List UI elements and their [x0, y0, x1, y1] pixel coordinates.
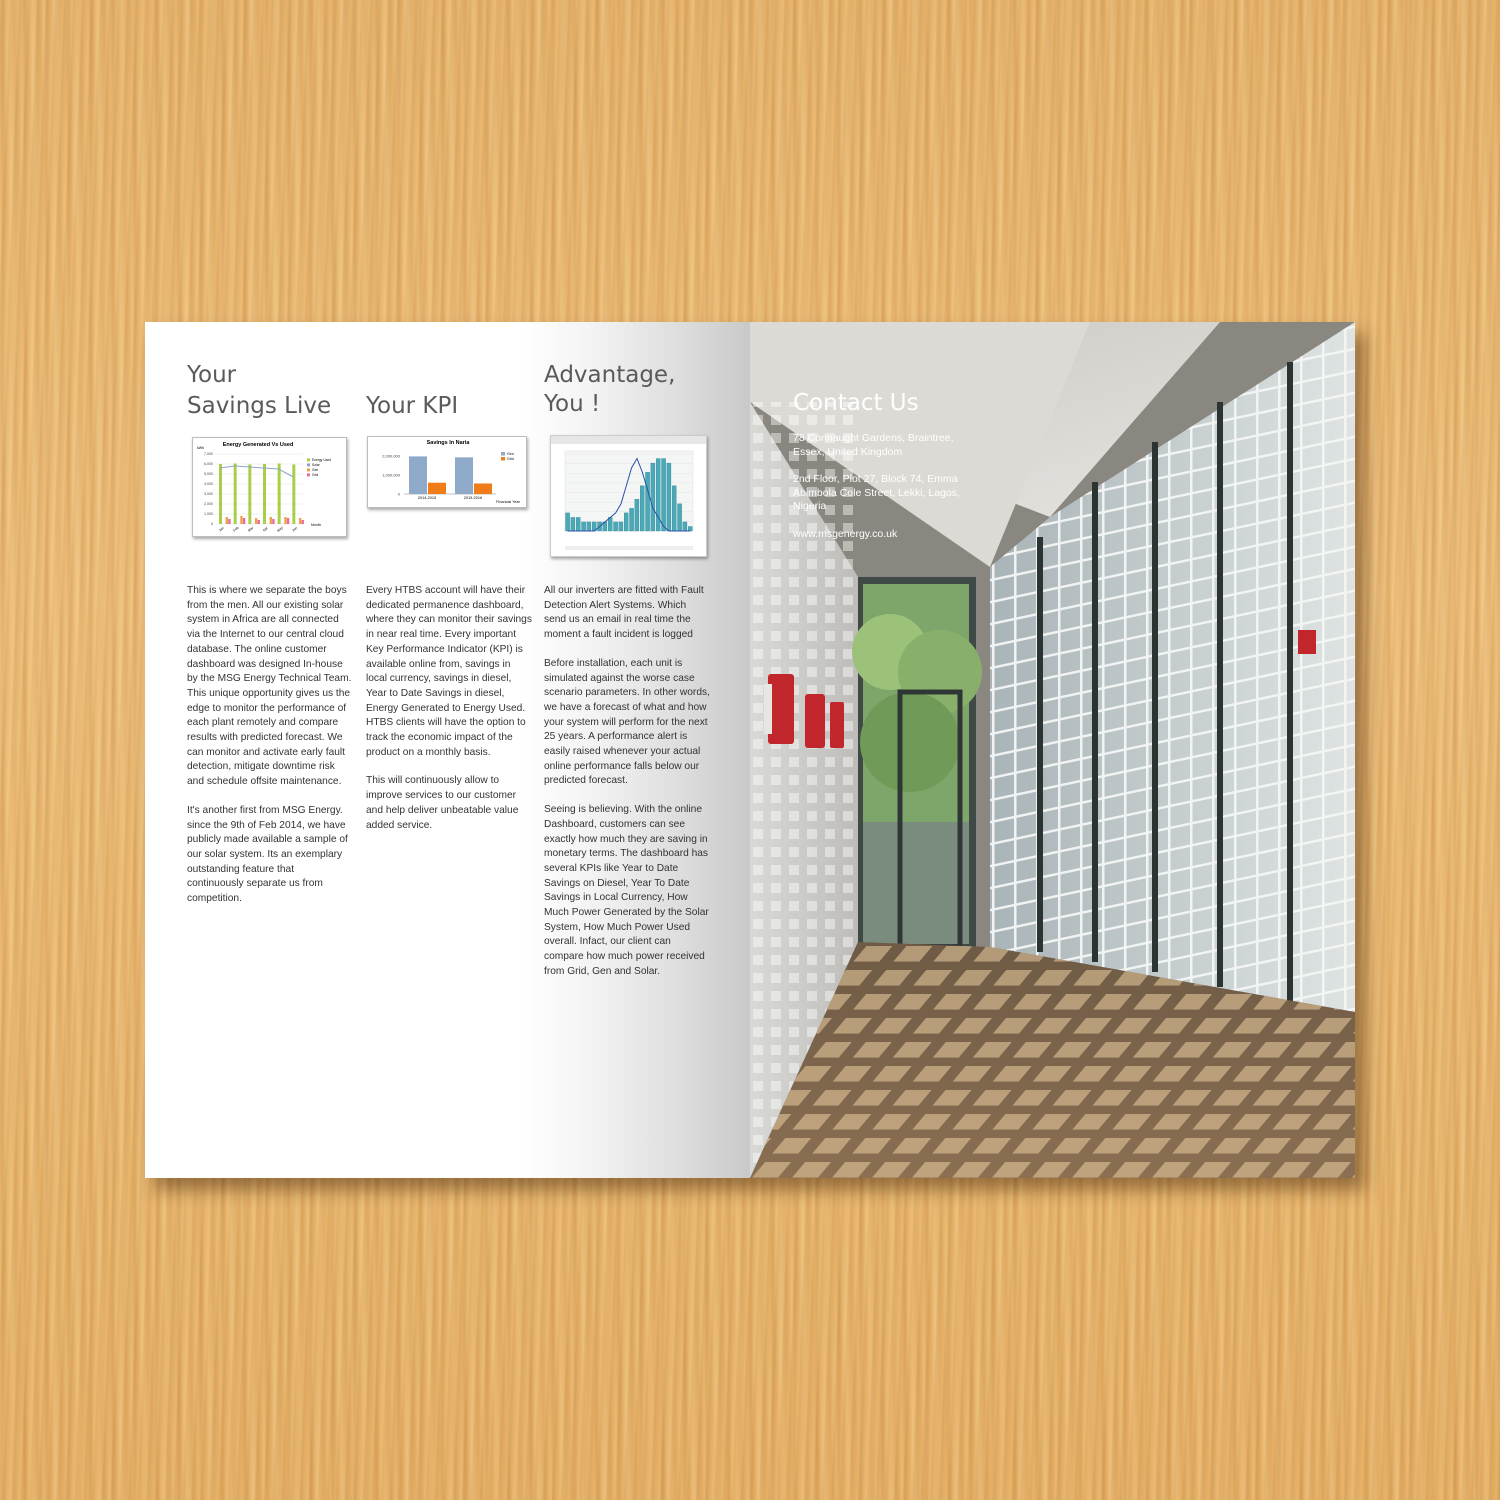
y-tick-label: 3,000 [204, 492, 213, 497]
bar-grid [302, 520, 304, 524]
bar-gen [455, 457, 473, 494]
bar [646, 472, 650, 531]
y-tick-label: 5,000 [204, 472, 213, 477]
bar-energy-used [248, 465, 251, 525]
x-tick-label: Mar [247, 525, 255, 533]
chart-title: Savings In Naria [426, 440, 470, 446]
bar-gen [270, 517, 272, 524]
bar-energy-used [234, 464, 237, 525]
bar [635, 499, 639, 531]
paragraph: Seeing is believing. With the online Dashboard, customers can see exactly how much they are saving in monetary terms. The dashboard has several KPIs like Year to Date Savings on Diesel, Year To Date Savings in Local Currency, How Much Power Generated by the Solar System, How Much Power Used overall. Infact, our client can compare how much power received from Grid, Gen and Solar. [544, 804, 709, 977]
legend-swatch [307, 468, 310, 471]
y-tick-label: 0 [397, 491, 400, 497]
bar [608, 517, 612, 531]
y-tick-label: 2,000 [204, 502, 213, 507]
column-title-line2: Savings Live [187, 393, 332, 419]
bar-grid [287, 518, 289, 524]
bar-energy-used [278, 464, 281, 525]
energy-chart-card [192, 437, 347, 537]
x-tick-label: Jan [217, 525, 225, 533]
paragraph: This will continuously allow to improve services to our customer and help deliver unbeatable value added service. [366, 775, 519, 831]
x-tick-label: Apr [262, 526, 269, 533]
bar-gen [409, 456, 427, 494]
legend-swatch [501, 452, 505, 456]
y-tick-label: 4,000 [204, 482, 213, 487]
chart-title: Energy Generated Vs Used [222, 442, 294, 448]
forecast-chart-card [550, 435, 707, 557]
y-tick-label: 1,000,000 [382, 472, 400, 478]
brochure-spread [145, 322, 1355, 1178]
column-body [366, 584, 532, 847]
left-page [145, 322, 750, 1178]
bar-energy-used [219, 464, 222, 524]
legend-swatch [307, 463, 310, 466]
legend-label: Gen [507, 452, 514, 456]
column-title-line1: Your [187, 362, 237, 388]
bar [640, 486, 644, 531]
column-title-line2: You ! [544, 391, 601, 417]
legend-label: Grid [312, 473, 319, 477]
bar [667, 463, 671, 531]
bar-energy-used [263, 464, 266, 524]
bar-grid [428, 483, 446, 494]
bar [619, 522, 623, 531]
x-axis-label: Month [311, 523, 321, 527]
bar-gen [299, 518, 301, 524]
right-page-photo [750, 322, 1355, 1178]
energy-generated-chart [193, 438, 346, 536]
bar-gen [255, 518, 257, 524]
website-link[interactable]: www.msgenergy.co.uk [793, 527, 898, 540]
bar [672, 486, 676, 531]
bar [662, 459, 666, 531]
bar [587, 522, 591, 531]
bar-gen [240, 516, 242, 524]
contact-block [793, 388, 973, 555]
x-tick-label: 2015-2016 [463, 496, 483, 500]
bar-grid [243, 518, 245, 524]
bar-grid [228, 519, 230, 524]
savings-naira-chart [368, 437, 526, 507]
x-tick-label: Feb [232, 525, 240, 533]
column-body [187, 584, 353, 921]
savings-chart-card [367, 436, 527, 508]
y-tick-label: 2,000,000 [382, 453, 400, 459]
legend-swatch [307, 473, 310, 476]
chart-header-bar [551, 436, 706, 444]
y-tick-label: 7,000 [204, 452, 213, 457]
address-nigeria: 2nd Floor, Plot 27, Block 74, Emma Abimbola Cole Street, Lekki, Lagos, Nigeria [793, 473, 960, 512]
paragraph: Every HTBS account will have their dedicated permanence dashboard, where they can monitor their savings in near real time. Every important Key Performance Indicator (KPI) is available online from, savings in local currency, savings in diesel, Year to Date Savings in diesel, Energy Generated to Energy Used. HTBS clients will have the option to track the economic impact of the product on a monthly basis. [366, 585, 532, 758]
column-body [544, 584, 710, 994]
line-solar [220, 466, 293, 477]
bar [582, 522, 586, 531]
bar [624, 513, 628, 531]
legend-bar [565, 546, 693, 550]
y-tick-label: 6,000 [204, 462, 213, 467]
bar-gen [284, 517, 286, 524]
legend-label: Solar [312, 463, 320, 467]
column-title: Your KPI [366, 393, 459, 419]
bar-grid [272, 519, 274, 524]
x-tick-label: 2014-2015 [417, 496, 437, 500]
bar [566, 513, 570, 531]
legend-swatch [501, 457, 505, 461]
contact-title: Contact Us [793, 390, 919, 416]
bar-gen [226, 517, 228, 524]
paragraph: Before installation, each unit is simulated against the worse case scenario parameters. In other words, we have a forecast of what and how your system will perform for the next 25 years. A performance alert is easily raised whenever your actual online performance falls below our predicted forecast. [544, 657, 710, 787]
bar-grid [258, 520, 260, 524]
y-tick-label: 0 [211, 522, 213, 527]
bar [651, 463, 655, 531]
x-tick-label: Jun [291, 525, 299, 533]
bar [614, 522, 618, 531]
paragraph: It's another first from MSG Energy. since the 9th of Feb 2014, we have publicly made available a sample of our solar system. Its an exemplary outstanding feature that continuously separate us from competition. [187, 804, 348, 905]
paragraph: This is where we separate the boys from the men. All our existing solar system in Africa are all connected via the Internet to our central cloud database. The online customer dashboard was designed In-house by the MSG Energy Technical Team. This unique opportunity gives us the edge to monitor the performance of each plant remotely and compare results with predicted forecast. We can monitor and activate early fault detection, mitigate downtime risk and schedule offsite maintenance. [187, 585, 352, 788]
legend-label: Gen [312, 468, 319, 472]
x-axis-label: Financial Year [496, 500, 520, 504]
bar-grid [474, 483, 492, 494]
legend-swatch [307, 458, 310, 461]
bar [688, 526, 692, 531]
bar [576, 517, 580, 531]
y-tick-label: 1,000 [204, 512, 213, 517]
column-title-line1: Advantage, [544, 362, 676, 388]
paragraph: All our inverters are fitted with Fault Detection Alert Systems. Which send us an email in real time the moment a fault incident is logged [544, 585, 704, 641]
legend-label: Grid [507, 457, 514, 461]
y-axis-label: kWh [197, 446, 204, 450]
performance-forecast-chart [551, 436, 706, 556]
bar [571, 517, 575, 531]
bar [678, 504, 682, 531]
x-tick-label: May [276, 525, 284, 533]
bar-energy-used [292, 465, 295, 525]
bar [630, 508, 634, 531]
address-uk: 78 Connaught Gardens, Braintree, Essex, United Kingdom [793, 432, 954, 458]
legend-label: Energy Used [312, 458, 332, 462]
bar [683, 522, 687, 531]
